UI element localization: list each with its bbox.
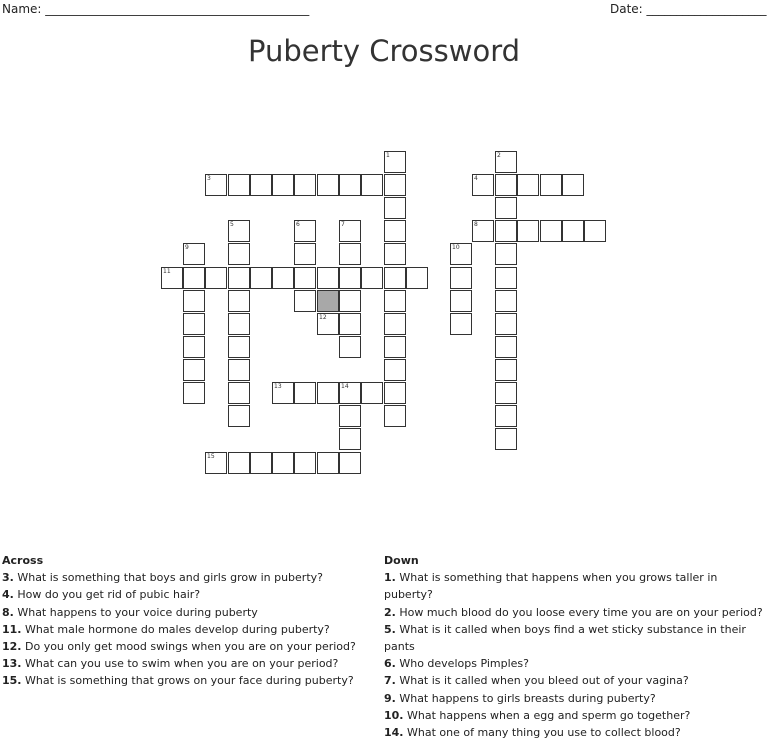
down-clue: 10. What happens when a egg and sperm go together? bbox=[384, 708, 691, 722]
crossword-cell[interactable] bbox=[228, 174, 250, 196]
down-clue: 9. What happens to girls breasts during puberty? bbox=[384, 691, 656, 705]
crossword-cell[interactable] bbox=[540, 220, 562, 242]
crossword-cell[interactable] bbox=[361, 267, 383, 289]
across-clue: 11. What male hormone do males develop during puberty? bbox=[2, 622, 330, 636]
down-clue: 1. What is something that happens when you grows taller in puberty? bbox=[384, 571, 718, 602]
clue-number: 12 bbox=[319, 314, 327, 321]
crossword-cell[interactable] bbox=[183, 336, 205, 358]
crossword-cell[interactable] bbox=[495, 290, 517, 312]
cell-7[interactable] bbox=[339, 220, 361, 242]
crossword-cell[interactable] bbox=[250, 174, 272, 196]
crossword-cell[interactable] bbox=[361, 174, 383, 196]
crossword-cell[interactable] bbox=[272, 174, 294, 196]
cell-6[interactable] bbox=[294, 220, 316, 242]
crossword-cell[interactable] bbox=[339, 267, 361, 289]
crossword-cell[interactable] bbox=[228, 405, 250, 427]
across-clue: 15. What is something that grows on your face during puberty? bbox=[2, 674, 354, 688]
crossword-cell[interactable] bbox=[294, 452, 316, 474]
crossword-cell[interactable] bbox=[183, 382, 205, 404]
crossword-cell[interactable] bbox=[384, 174, 406, 196]
clue-number: 3 bbox=[207, 175, 211, 182]
cell-13[interactable] bbox=[272, 382, 294, 404]
crossword-cell[interactable] bbox=[495, 359, 517, 381]
crossword-cell[interactable] bbox=[228, 290, 250, 312]
across-heading: Across bbox=[2, 554, 44, 567]
cell-2[interactable] bbox=[495, 151, 517, 173]
across-clue: 4. How do you get rid of pubic hair? bbox=[2, 588, 201, 602]
crossword-cell[interactable] bbox=[272, 452, 294, 474]
clue-number: 13 bbox=[274, 383, 282, 390]
crossword-cell[interactable] bbox=[406, 267, 428, 289]
crossword-cell[interactable] bbox=[384, 405, 406, 427]
crossword-cell[interactable] bbox=[384, 243, 406, 265]
shaded-block bbox=[317, 290, 339, 312]
clue-number: 14 bbox=[341, 383, 349, 390]
crossword-cell[interactable] bbox=[228, 313, 250, 335]
across-clue: 3. What is something that boys and girls grow in puberty? bbox=[2, 571, 323, 585]
clue-number: 6 bbox=[296, 221, 300, 228]
crossword-cell[interactable] bbox=[495, 336, 517, 358]
cell-3[interactable] bbox=[205, 174, 227, 196]
crossword-cell[interactable] bbox=[339, 428, 361, 450]
clue-number: 1 bbox=[386, 152, 390, 159]
cell-9[interactable] bbox=[183, 243, 205, 265]
date-field[interactable]: Date: ____________________ bbox=[610, 2, 767, 16]
crossword-cell[interactable] bbox=[339, 290, 361, 312]
crossword-cell[interactable] bbox=[228, 359, 250, 381]
crossword-cell[interactable] bbox=[450, 267, 472, 289]
across-clue: 13. What can you use to swim when you are on your period? bbox=[2, 657, 339, 671]
crossword-cell[interactable] bbox=[228, 267, 250, 289]
crossword-cell[interactable] bbox=[228, 243, 250, 265]
cell-14[interactable] bbox=[339, 382, 361, 404]
crossword-cell[interactable] bbox=[250, 452, 272, 474]
page-title: Puberty Crossword bbox=[247, 34, 521, 68]
crossword-cell[interactable] bbox=[384, 290, 406, 312]
crossword-cell[interactable] bbox=[495, 243, 517, 265]
crossword-cell[interactable] bbox=[495, 267, 517, 289]
crossword-cell[interactable] bbox=[317, 382, 339, 404]
crossword-cell[interactable] bbox=[339, 336, 361, 358]
crossword-cell[interactable] bbox=[384, 267, 406, 289]
crossword-cell[interactable] bbox=[250, 267, 272, 289]
crossword-cell[interactable] bbox=[495, 197, 517, 219]
crossword-cell[interactable] bbox=[294, 382, 316, 404]
crossword-cell[interactable] bbox=[495, 382, 517, 404]
crossword-cell[interactable] bbox=[294, 267, 316, 289]
crossword-cell[interactable] bbox=[272, 267, 294, 289]
cell-1[interactable] bbox=[384, 151, 406, 173]
cell-5[interactable] bbox=[228, 220, 250, 242]
crossword-cell[interactable] bbox=[228, 336, 250, 358]
crossword-cell[interactable] bbox=[294, 243, 316, 265]
crossword-cell[interactable] bbox=[294, 290, 316, 312]
crossword-cell[interactable] bbox=[339, 243, 361, 265]
crossword-cell[interactable] bbox=[384, 313, 406, 335]
crossword-cell[interactable] bbox=[384, 197, 406, 219]
crossword-cell[interactable] bbox=[450, 313, 472, 335]
crossword-cell[interactable] bbox=[228, 382, 250, 404]
crossword-cell[interactable] bbox=[183, 313, 205, 335]
clue-number: 4 bbox=[474, 175, 478, 182]
down-clues bbox=[384, 552, 764, 741]
crossword-cell[interactable] bbox=[183, 359, 205, 381]
crossword-cell[interactable] bbox=[384, 336, 406, 358]
clue-number: 11 bbox=[163, 268, 171, 275]
down-clue: 7. What is it called when you bleed out of your vagina? bbox=[384, 674, 689, 688]
crossword-cell[interactable] bbox=[183, 290, 205, 312]
crossword-cell[interactable] bbox=[495, 313, 517, 335]
crossword-cell[interactable] bbox=[450, 290, 472, 312]
cell-15[interactable] bbox=[205, 452, 227, 474]
down-clue: 14. What one of many thing you use to collect blood? bbox=[384, 726, 681, 740]
crossword-cell[interactable] bbox=[294, 174, 316, 196]
cell-11[interactable] bbox=[161, 267, 183, 289]
crossword-cell[interactable] bbox=[384, 382, 406, 404]
crossword-cell[interactable] bbox=[562, 174, 584, 196]
cell-12[interactable] bbox=[317, 313, 339, 335]
crossword-cell[interactable] bbox=[495, 405, 517, 427]
across-clue: 8. What happens to your voice during puberty bbox=[2, 605, 258, 619]
crossword-cell[interactable] bbox=[339, 313, 361, 335]
crossword-cell[interactable] bbox=[495, 174, 517, 196]
crossword-cell[interactable] bbox=[562, 220, 584, 242]
down-clue: 2. How much blood do you loose every time you are on your period? bbox=[384, 605, 763, 619]
crossword-cell[interactable] bbox=[384, 359, 406, 381]
crossword-cell[interactable] bbox=[361, 382, 383, 404]
clue-number: 7 bbox=[341, 221, 345, 228]
cell-8[interactable] bbox=[472, 220, 494, 242]
clue-number: 5 bbox=[230, 221, 234, 228]
crossword-cell[interactable] bbox=[517, 220, 539, 242]
crossword-cell[interactable] bbox=[517, 174, 539, 196]
crossword-cell[interactable] bbox=[317, 452, 339, 474]
crossword-cell[interactable] bbox=[495, 428, 517, 450]
crossword-cell[interactable] bbox=[183, 267, 205, 289]
crossword-cell[interactable] bbox=[495, 220, 517, 242]
clue-number: 10 bbox=[452, 244, 460, 251]
crossword-cell[interactable] bbox=[317, 267, 339, 289]
cell-4[interactable] bbox=[472, 174, 494, 196]
crossword-cell[interactable] bbox=[384, 220, 406, 242]
crossword-cell[interactable] bbox=[339, 405, 361, 427]
crossword-cell[interactable] bbox=[540, 174, 562, 196]
across-clues bbox=[2, 552, 372, 690]
down-clue: 6. Who develops Pimples? bbox=[384, 657, 529, 671]
clue-number: 8 bbox=[474, 221, 478, 228]
name-field[interactable]: Name: ____________________________________________ bbox=[2, 2, 310, 16]
down-heading: Down bbox=[384, 554, 419, 567]
crossword-cell[interactable] bbox=[584, 220, 606, 242]
clue-number: 9 bbox=[185, 244, 189, 251]
clue-number: 2 bbox=[497, 152, 501, 159]
across-clue: 12. Do you only get mood swings when you are on your period? bbox=[2, 640, 356, 654]
crossword-cell[interactable] bbox=[317, 174, 339, 196]
crossword-cell[interactable] bbox=[205, 267, 227, 289]
down-clue: 5. What is it called when boys find a wet sticky substance in their pants bbox=[384, 622, 746, 654]
clue-number: 15 bbox=[207, 453, 215, 460]
crossword-cell[interactable] bbox=[228, 452, 250, 474]
crossword-cell[interactable] bbox=[339, 174, 361, 196]
cell-10[interactable] bbox=[450, 243, 472, 265]
crossword-cell[interactable] bbox=[339, 452, 361, 474]
